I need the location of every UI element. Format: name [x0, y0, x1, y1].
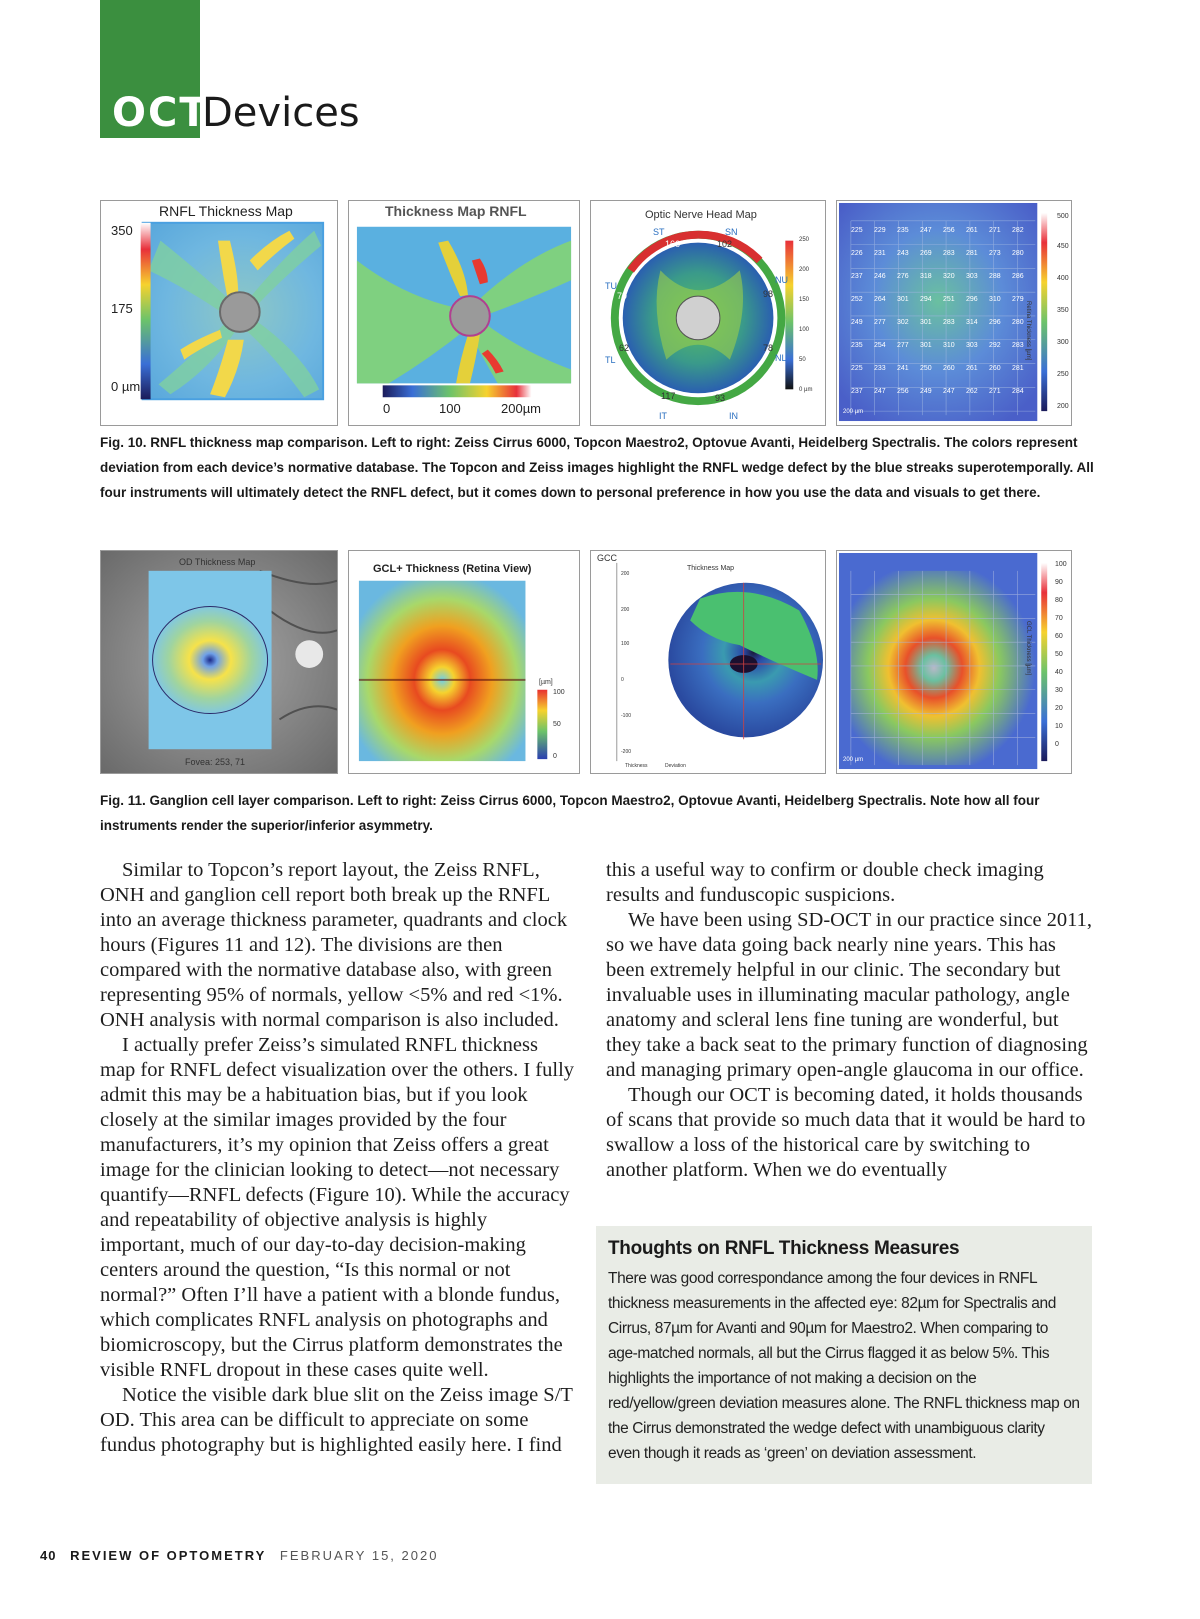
fig11-heid-scale-100: 100 — [1055, 561, 1067, 568]
fig10-topcon-title: Thickness Map RNFL — [385, 203, 527, 219]
article-right-column — [606, 858, 1094, 1183]
fig10-heid-grid-value: 269 — [920, 250, 932, 257]
fig10-optovue-title: Optic Nerve Head Map — [645, 209, 757, 221]
fig10-heid-grid-value: 318 — [920, 273, 932, 280]
issue-date: FEBRUARY 15, 2020 — [279, 1548, 439, 1563]
fig11-heid-scale-30: 30 — [1055, 687, 1063, 694]
fig11-optovue-legend-deviation: Deviation — [665, 763, 686, 769]
fig11-topcon-tick-0: 0 — [553, 753, 557, 760]
fig10-heid-grid-value: 254 — [874, 342, 886, 349]
fig10-heid-grid-value: 226 — [851, 250, 863, 257]
fig11-heid-scale-80: 80 — [1055, 597, 1063, 604]
fig11-optovue-axis-tick-3: 100 — [621, 641, 630, 647]
fig10-heid-grid-value: 283 — [1012, 342, 1024, 349]
fig10-heid-scalebar: 200 µm — [843, 409, 864, 415]
fig10-heid-grid-value: 310 — [989, 296, 1001, 303]
fig11-optovue-corner-label: GCC — [597, 553, 617, 563]
fig10-heid-grid-value: 256 — [943, 227, 955, 234]
fig10-optovue-sector-sn: SN — [725, 227, 738, 237]
fig11-heidelberg-map-image — [837, 551, 1071, 773]
fig10-heid-value-grid — [851, 223, 1041, 419]
fig11-heid-scale-label: GCL Thickness [µm] — [1025, 621, 1031, 676]
fig11-optovue-map-image — [591, 551, 825, 773]
article-paragraph: this a useful way to confirm or double check imaging results and funduscopic suspicions. — [606, 859, 1044, 906]
fig10-optovue-sector-in: IN — [729, 411, 738, 421]
fig10-heid-grid-value: 314 — [966, 319, 978, 326]
fig10-optovue-scale-150: 150 — [799, 297, 810, 303]
fig10-heid-grid-value: 283 — [943, 319, 955, 326]
fig10-heid-grid-value: 271 — [989, 388, 1001, 395]
fig10-heid-grid-value: 284 — [1012, 388, 1024, 395]
fig10-heid-grid-value: 260 — [989, 365, 1001, 372]
fig10-heid-grid-value: 261 — [966, 365, 978, 372]
fig11-topcon-tick-50: 50 — [553, 721, 561, 728]
fig10-heid-grid-value: 235 — [851, 342, 863, 349]
fig11-topcon-map-image — [349, 551, 579, 773]
article-paragraph: Similar to Topcon’s report layout, the Zeiss RNFL, ONH and ganglion cell report both break up the RNFL into an average thickness parameter, quadrants and clock hours (Figures 11 and 12). The divisions are then compared with the normative database also, with green representing 95% of normals, yellow <5% and red <1%. ONH analysis with normal comparison is also included. — [100, 859, 568, 1031]
fig10-heid-grid-value: 301 — [920, 342, 932, 349]
fig10-optovue-sector-nl: NL — [775, 353, 787, 363]
fig10-heid-grid-value: 235 — [897, 227, 909, 234]
fig10-heid-grid-value: 256 — [897, 388, 909, 395]
fig10-heid-grid-value: 233 — [874, 365, 886, 372]
fig10-heid-grid-value: 241 — [897, 365, 909, 372]
fig10-heid-grid-value: 302 — [897, 319, 909, 326]
fig10-heid-grid-value: 237 — [851, 388, 863, 395]
fig10-heid-grid-value: 296 — [966, 296, 978, 303]
fig10-heid-grid-value: 243 — [897, 250, 909, 257]
fig10-optovue-scale-0: 0 µm — [799, 387, 813, 393]
fig10-heid-grid-value: 251 — [943, 296, 955, 303]
fig10-heid-grid-value: 277 — [897, 342, 909, 349]
fig10-heid-grid-value: 273 — [989, 250, 1001, 257]
section-title-devices: Devices — [202, 90, 360, 136]
fig10-caption: Fig. 10. RNFL thickness map comparison. Left to right: Zeiss Cirrus 6000, Topcon Maestro2, Optovue Avanti, Heidelberg Spectralis. The colors represent deviation from each device’s normative database. The Topcon and Zeiss images highlight the RNFL wedge defect by the blue streaks superotemporally. All four instruments will ultimately detect the RNFL defect, but it comes down to personal preference in how you use the data and visuals to get there. — [100, 435, 1094, 500]
sidebar-title: Thoughts on RNFL Thickness Measures — [608, 1238, 960, 1259]
fig11-heid-scale-10: 10 — [1055, 723, 1063, 730]
fig10-heid-grid-value: 249 — [851, 319, 863, 326]
fig10-optovue-sector-st: ST — [653, 227, 665, 237]
article-paragraph: Though our OCT is becoming dated, it holds thousands of scans that provide so much data that it would be hard to swallow a loss of the historical care by switching to another platform. When we do eventually — [606, 1084, 1086, 1181]
article-paragraph: We have been using SD-OCT in our practice since 2011, so we have data going back nearly nine years. This has been extremely helpful in our clinic. The secondary but invaluable uses in illuminating macular pathology, angle anatomy and scleral lens fine tuning are wonderful, but they take a back seat to the primary function of diagnosing and managing primary open-angle glaucoma in our office. — [606, 909, 1093, 1081]
fig10-topcon-tick-100: 100 — [439, 401, 461, 416]
fig10-heid-scale-250: 250 — [1057, 371, 1069, 378]
sidebar-box — [596, 1226, 1092, 1484]
fig10-heid-grid-value: 229 — [874, 227, 886, 234]
fig10-heid-grid-value: 294 — [920, 296, 932, 303]
fig10-heid-grid-value: 303 — [966, 273, 978, 280]
fig10-optovue-value-nu: 98 — [763, 289, 774, 299]
fig11-panel-heidelberg — [836, 550, 1072, 774]
article-left-column — [100, 858, 576, 1458]
fig10-optovue-value-sn: 102 — [717, 239, 733, 249]
fig10-heid-scale-500: 500 — [1057, 213, 1069, 220]
fig11-optovue-axis-tick-1: 200 — [621, 571, 630, 577]
fig10-optovue-scale-200: 200 — [799, 267, 810, 273]
fig10-heid-grid-value: 310 — [943, 342, 955, 349]
fig11-optovue-axis-tick-5: -100 — [621, 713, 632, 719]
fig10-topcon-tick-200: 200µm — [501, 401, 542, 416]
fig11-zeiss-footer: Fovea: 253, 71 — [185, 757, 246, 767]
fig10-optovue-sector-tu: TU — [605, 281, 617, 291]
fig10-heid-grid-value: 264 — [874, 296, 886, 303]
fig11-optovue-legend-thickness: Thickness — [625, 763, 648, 769]
fig10-heid-grid-value: 225 — [851, 365, 863, 372]
fig11-panel-topcon — [348, 550, 580, 774]
fig10-heid-grid-value: 280 — [1012, 319, 1024, 326]
fig10-heid-grid-value: 320 — [943, 273, 955, 280]
fig11-zeiss-title: OD Thickness Map — [179, 557, 256, 567]
fig10-optovue-scale-50: 50 — [799, 357, 806, 363]
fig10-zeiss-title: RNFL Thickness Map — [159, 203, 293, 219]
fig10-heid-grid-value: 247 — [920, 227, 932, 234]
fig10-optovue-value-in: 93 — [715, 393, 726, 403]
fig10-heid-grid-value: 246 — [874, 273, 886, 280]
fig11-heid-scale-90: 90 — [1055, 579, 1063, 586]
fig10-heid-grid-value: 280 — [1012, 250, 1024, 257]
fig10-heid-grid-value: 296 — [989, 319, 1001, 326]
fig11-heid-scale-60: 60 — [1055, 633, 1063, 640]
fig10-heid-scale-450: 450 — [1057, 243, 1069, 250]
fig10-optovue-sector-tl: TL — [605, 355, 616, 365]
fig10-heid-grid-value: 286 — [1012, 273, 1024, 280]
fig10-heid-grid-value: 277 — [874, 319, 886, 326]
fig10-heid-scale-200: 200 — [1057, 403, 1069, 410]
fig10-heid-grid-value: 281 — [1012, 365, 1024, 372]
fig10-heid-scale-300: 300 — [1057, 339, 1069, 346]
article-paragraph: I actually prefer Zeiss’s simulated RNFL thickness map for RNFL defect visualization over the others. I fully admit this may be a habituation bias, but if you look closely at the similar images provided by the four manufacturers, it’s my opinion that Zeiss offers a great image for the clinician looking to detect—not necessary quantify—RNFL defects (Figure 10). While the accuracy and repeatability of objective analysis is highly important, much of our day-to-day decision-making centers around the question, “Is this normal or not normal?” Often I’ll have a patient with a blonde fundus, which complicates RNFL analysis on photographs and biomicroscopy, but the Cirrus platform demonstrates the visible RNFL dropout in these cases quite well. — [100, 1034, 575, 1381]
fig11-zeiss-map-image — [101, 551, 337, 773]
fig10-heid-grid-value: 231 — [874, 250, 886, 257]
fig10-optovue-value-st: 166 — [665, 239, 681, 249]
fig10-heid-grid-value: 288 — [989, 273, 1001, 280]
fig10-heid-grid-value: 225 — [851, 227, 863, 234]
fig10-optovue-value-nl: 78 — [763, 343, 774, 353]
fig11-optovue-axis-tick-4: 0 — [621, 677, 624, 683]
fig10-heid-grid-value: 292 — [989, 342, 1001, 349]
fig11-optovue-axis-tick-2: 200 — [621, 607, 630, 613]
fig10-panel-optovue — [590, 200, 826, 426]
fig11-heid-scalebar: 200 µm — [843, 757, 864, 763]
sidebar-body: There was good correspondance among the four devices in RNFL thickness measurements in the affected eye: 82µm for Spectralis and Cirrus, 87µm for Avanti and 90µm for Maestro2. When comparing to age-matched normals, all but the Cirrus flagged it as below 5%. This highlights the importance of not making a decision on the red/yellow/green deviation measures alone. The RNFL thickness map on the Cirrus demonstrated the wedge defect with unambiguous clarity even though it reads as ‘green’ on deviation assessment. — [608, 1270, 1080, 1462]
fig11-topcon-unit: [µm] — [539, 679, 553, 686]
fig10-panel-topcon — [348, 200, 580, 426]
fig10-heid-scale-350: 350 — [1057, 307, 1069, 314]
fig10-optovue-scale-100: 100 — [799, 327, 810, 333]
fig11-heid-scale-40: 40 — [1055, 669, 1063, 676]
fig11-optovue-axis-tick-6: -200 — [621, 749, 632, 755]
fig10-optovue-map-image — [591, 201, 825, 425]
fig10-zeiss-tick-min: 0 µm — [111, 379, 141, 394]
fig10-heid-grid-value: 247 — [943, 388, 955, 395]
fig10-panel-zeiss — [100, 200, 338, 426]
fig10-optovue-sector-it: IT — [659, 411, 667, 421]
fig11-topcon-title: GCL+ Thickness (Retina View) — [373, 563, 532, 575]
fig11-panel-optovue — [590, 550, 826, 774]
article-paragraph: Notice the visible dark blue slit on the Zeiss image S/T OD. This area can be difficult to appreciate on some fundus photography but is highlighted easily here. I find — [100, 1384, 573, 1456]
fig10-heid-grid-value: 283 — [943, 250, 955, 257]
fig10-heid-grid-value: 271 — [989, 227, 1001, 234]
fig10-topcon-map-image — [349, 201, 579, 425]
fig10-heid-grid-value: 247 — [874, 388, 886, 395]
fig11-heid-scale-50: 50 — [1055, 651, 1063, 658]
fig10-optovue-sector-nu: NU — [775, 275, 788, 285]
publication-name: REVIEW OF OPTOMETRY — [70, 1548, 267, 1563]
fig10-topcon-tick-0: 0 — [383, 401, 391, 416]
fig11-caption: Fig. 11. Ganglion cell layer comparison. Left to right: Zeiss Cirrus 6000, Topcon Maestro2, Optovue Avanti, Heidelberg Spectralis. Note how all four instruments render the superior/inferior asymmetry. — [100, 793, 1040, 833]
fig11-optovue-title: Thickness Map — [687, 565, 735, 572]
fig10-heid-grid-value: 252 — [851, 296, 863, 303]
fig10-heid-grid-value: 281 — [966, 250, 978, 257]
fig10-heid-grid-value: 301 — [920, 319, 932, 326]
fig10-heid-grid-value: 301 — [897, 296, 909, 303]
fig10-heid-grid-value: 250 — [920, 365, 932, 372]
page-number: 40 — [40, 1548, 57, 1563]
fig10-panel-heidelberg — [836, 200, 1072, 426]
fig10-heid-grid-value: 237 — [851, 273, 863, 280]
fig11-panel-zeiss — [100, 550, 338, 774]
fig11-heid-scale-0: 0 — [1055, 741, 1059, 748]
fig10-heid-grid-value: 279 — [1012, 296, 1024, 303]
fig10-heid-grid-value: 261 — [966, 227, 978, 234]
fig10-heid-grid-value: 262 — [966, 388, 978, 395]
fig10-heid-scale-label: Retina Thickness [µm] — [1025, 301, 1031, 361]
fig10-heid-grid-value: 260 — [943, 365, 955, 372]
fig10-zeiss-tick-max: 350 — [111, 223, 133, 238]
fig11-topcon-tick-100: 100 — [553, 689, 565, 696]
fig10-zeiss-tick-mid: 175 — [111, 301, 133, 316]
fig10-optovue-scale-250: 250 — [799, 237, 810, 243]
page-footer — [40, 1548, 438, 1563]
fig10-heid-grid-value: 276 — [897, 273, 909, 280]
fig10-optovue-value-tl: 62 — [619, 343, 630, 353]
fig10-heid-grid-value: 282 — [1012, 227, 1024, 234]
section-title-oct: OCT — [112, 90, 209, 136]
fig10-heid-scale-400: 400 — [1057, 275, 1069, 282]
fig10-optovue-value-tu: 79 — [617, 291, 628, 301]
fig10-optovue-value-it: 117 — [661, 391, 676, 401]
fig10-heid-grid-value: 249 — [920, 388, 932, 395]
fig11-heid-scale-20: 20 — [1055, 705, 1063, 712]
fig11-heid-scale-70: 70 — [1055, 615, 1063, 622]
fig10-heid-grid-value: 303 — [966, 342, 978, 349]
